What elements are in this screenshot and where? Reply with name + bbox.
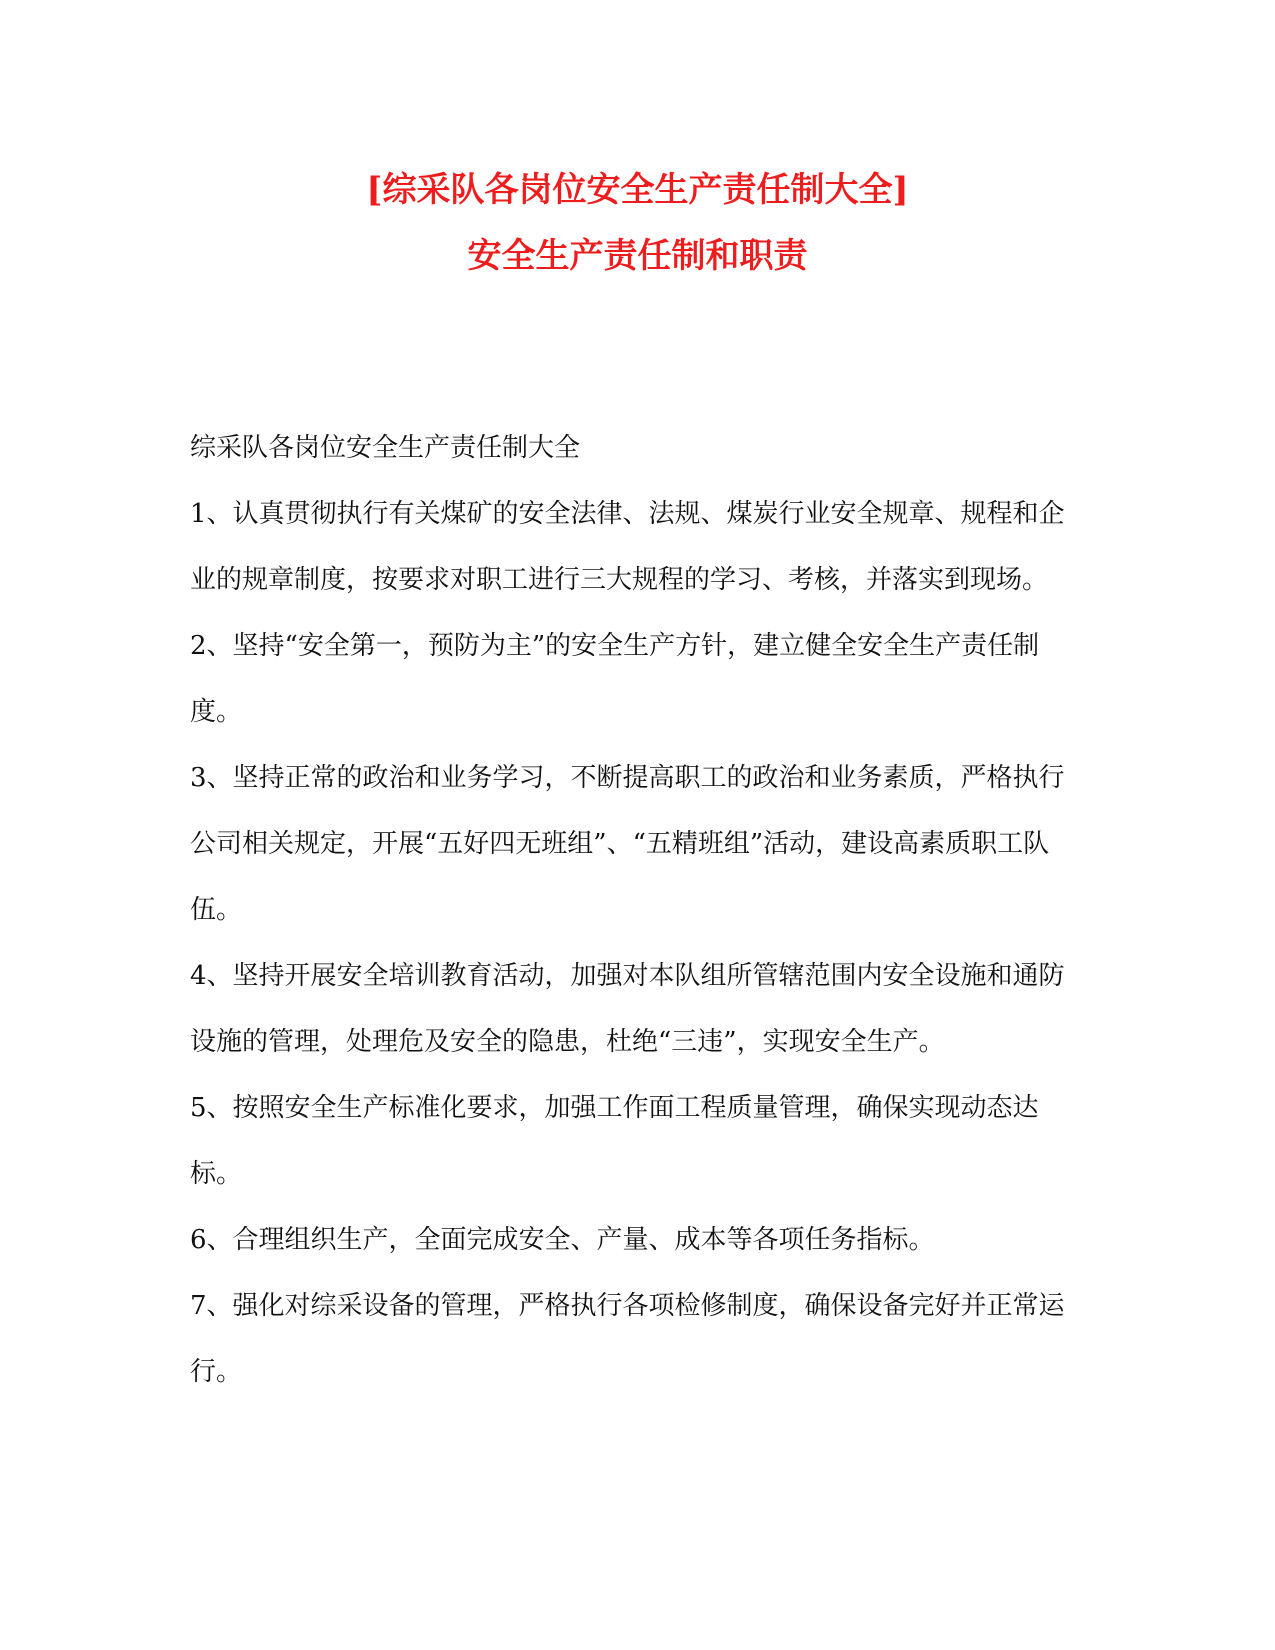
body-paragraph-3: 3、坚持正常的政治和业务学习，不断提高职工的政治和业务素质，严格执行公司相关规定，开展“五好四无班组”、“五精班组”活动，建设高素质职工队伍。 (190, 763, 1065, 925)
body-paragraph-6: 6、合理组织生产，全面完成安全、产量、成本等各项任务指标。 (190, 1225, 935, 1255)
body-paragraph-4: 4、坚持开展安全培训教育活动，加强对本队组所管辖范围内安全设施和通防设施的管理，处理危及安全的隐患，杜绝“三违”，实现安全生产。 (190, 961, 1065, 1057)
document-body (190, 415, 1080, 1405)
document-subtitle: 安全生产责任制和职责 (467, 236, 808, 276)
body-paragraph-5: 5、按照安全生产标准化要求，加强工作面工程质量管理，确保实现动态达标。 (190, 1093, 1039, 1189)
body-heading: 综采队各岗位安全生产责任制大全 (190, 433, 581, 463)
document-title: [综采队各岗位安全生产责任制大全] (366, 170, 909, 210)
body-paragraph-2: 2、坚持“安全第一，预防为主”的安全生产方针，建立健全安全生产责任制度。 (190, 631, 1040, 727)
body-paragraph-7: 7、强化对综采设备的管理，严格执行各项检修制度，确保设备完好并正常运行。 (190, 1291, 1065, 1387)
body-paragraph-1: 1、认真贯彻执行有关煤矿的安全法律、法规、煤炭行业安全规章、规程和企业的规章制度，按要求对职工进行三大规程的学习、考核，并落实到现场。 (190, 499, 1065, 595)
